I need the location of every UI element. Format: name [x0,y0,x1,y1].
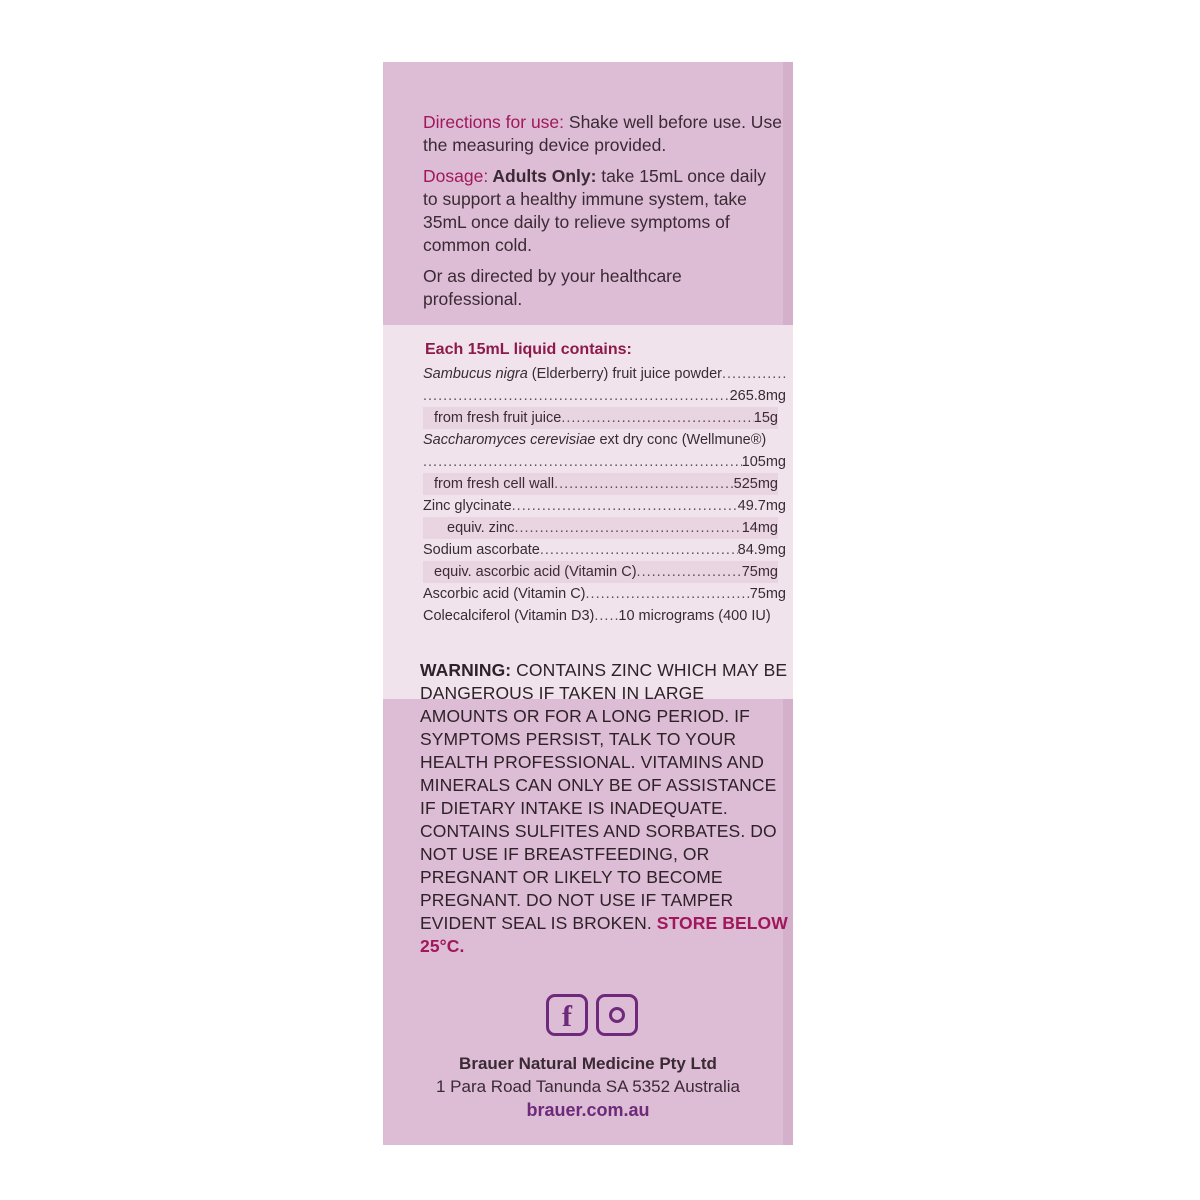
website-link[interactable]: brauer.com.au [526,1100,650,1120]
ingredient-row: ..... 265.8mg [423,385,786,407]
instagram-lens [609,1007,625,1023]
ingredient-row: from fresh cell wall ..... 525mg [423,473,778,495]
ingredient-row: Zinc glycinate ..... 49.7mg [423,495,786,517]
ingredient-row: Sambucus nigra (Elderberry) fruit juice powder ..... [423,363,786,385]
directions-body: Shake well before use. Use the measuring device provided. [423,112,782,155]
facebook-icon[interactable] [546,994,588,1036]
ingredient-row: Colecalciferol (Vitamin D3) ..... 10 micrograms (400 IU) [423,605,786,627]
directions-paragraph [423,111,783,157]
dosage-adults: Adults Only: [488,166,597,186]
footer [383,1052,793,1122]
company-name: Brauer Natural Medicine Pty Ltd [459,1054,717,1073]
ingredient-row: equiv. zinc ..... 14mg [423,517,778,539]
ingredients-panel [383,325,793,699]
ingredient-row: Saccharomyces cerevisiae ext dry conc (Wellmune®) [423,432,767,448]
ingredients-list [423,363,786,627]
company-address: 1 Para Road Tanunda SA 5352 Australia [435,1077,741,1096]
instagram-icon[interactable] [596,994,638,1036]
ingredient-row: equiv. ascorbic acid (Vitamin C) ..... 75mg [423,561,778,583]
ingredients-title: Each 15mL liquid contains: [425,341,632,358]
facebook-glyph: f [562,999,572,1033]
ingredient-row: Ascorbic acid (Vitamin C) ..... 75mg [423,583,786,605]
directions-text [423,111,783,319]
directions-section [383,62,793,325]
warning-label: WARNING: [420,660,512,680]
ingredient-row: from fresh fruit juice ..... 15g [423,407,778,429]
social-icons [546,994,638,1036]
warning-text [420,659,793,958]
ingredient-row: Sodium ascorbate ..... 84.9mg [423,539,786,561]
dosage-paragraph [423,165,783,257]
warning-body: CONTAINS ZINC WHICH MAY BE DANGEROUS IF TAKEN IN LARGE AMOUNTS OR FOR A LONG PERIOD. IF SYMPTOMS PERSIST, TALK TO YOUR HEALTH PROFESSIONAL. VITAMINS AND MINERALS CAN ONLY BE OF ASSISTANCE IF DIETARY INTAKE IS INADEQUATE. CONTAINS SULFITES AND SORBATES. DO NOT USE IF BREASTFEEDING, OR PREGNANT OR LIKELY TO BECOME PREGNANT. DO NOT USE IF TAMPER EVIDENT SEAL IS BROKEN. [420,660,788,933]
ingredient-row: ..... 105mg [423,451,786,473]
storage-instruction: STORE BELOW 25°C. [420,913,788,956]
directions-label: Directions for use: [423,112,565,132]
dosage-body: take 15mL once daily to support a healthy immune system, take 35mL once daily to relieve symptoms of common cold. [423,166,767,255]
or-directed-paragraph: Or as directed by your healthcare professional. [423,266,682,309]
product-box-back [383,62,793,1145]
dosage-label: Dosage: [423,166,489,186]
